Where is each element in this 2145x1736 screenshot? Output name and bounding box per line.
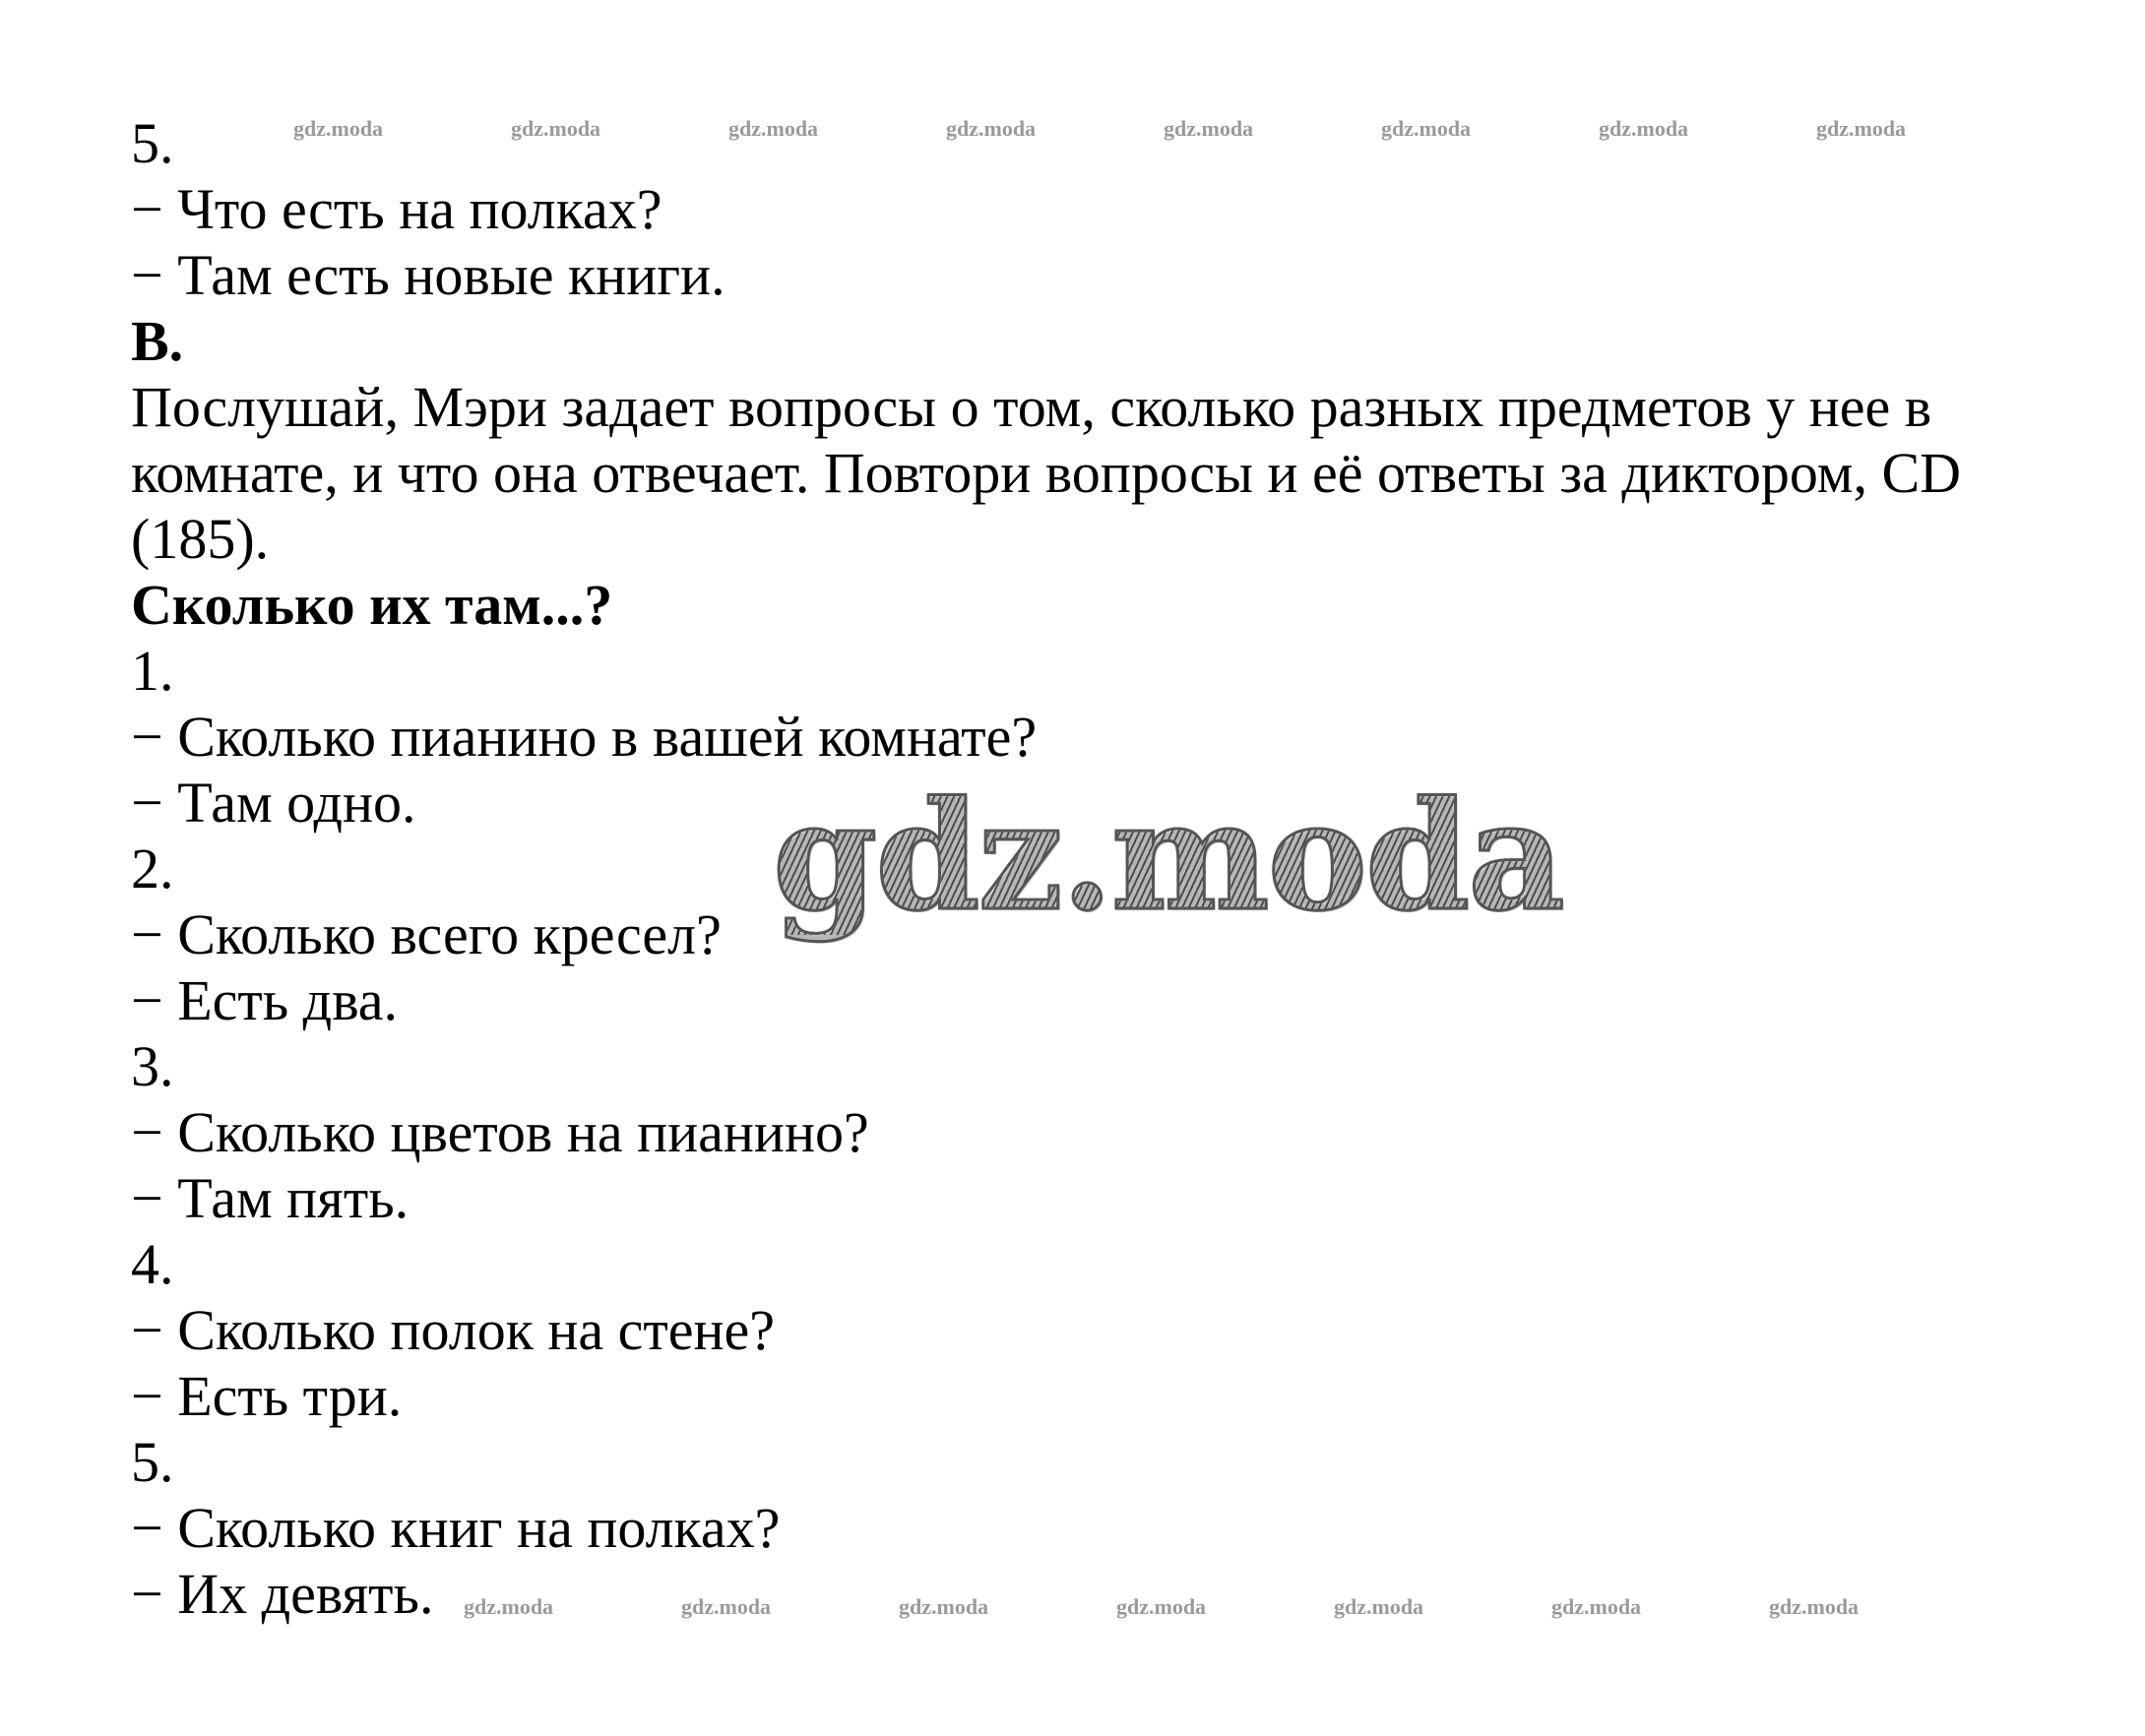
answer-line: − Их девять. bbox=[131, 1562, 434, 1626]
subheading: Сколько их там...? bbox=[131, 573, 613, 637]
watermark-text: gdz.moda bbox=[511, 116, 601, 141]
item-number-5-top: 5. bbox=[131, 111, 174, 175]
watermark-text: gdz.moda bbox=[464, 1594, 554, 1619]
item-number-1: 1. bbox=[131, 639, 174, 703]
watermark-text: gdz.moda bbox=[1551, 1594, 1642, 1619]
item-number-5: 5. bbox=[131, 1430, 174, 1494]
watermark-text: gdz.moda bbox=[728, 116, 819, 141]
answer-line: − Есть два. bbox=[131, 968, 399, 1032]
watermark-text: gdz.moda bbox=[1599, 116, 1689, 141]
question-line: − Сколько книг на полках? bbox=[131, 1496, 781, 1560]
question-line: − Сколько цветов на пианино? bbox=[131, 1100, 869, 1164]
watermark-text: gdz.moda bbox=[681, 1594, 772, 1619]
answer-line: − Есть три. bbox=[131, 1364, 403, 1428]
watermark-text: gdz.moda bbox=[1769, 1594, 1860, 1619]
item-number-3: 3. bbox=[131, 1034, 174, 1098]
watermark-text: gdz.moda bbox=[1116, 1594, 1207, 1619]
item-number-4: 4. bbox=[131, 1232, 174, 1296]
instruction-line-2: комнате, и что она отвечает. Повтори вопросы и её ответы за диктором, CD bbox=[131, 441, 1962, 505]
answer-line: − Там одно. bbox=[131, 771, 416, 835]
instruction-line-1: Послушай, Мэри задает вопросы о том, сколько разных предметов у нее в bbox=[131, 375, 1932, 439]
answer-line: − Там есть новые книги. bbox=[131, 243, 726, 307]
watermark-text: gdz.moda bbox=[1334, 1594, 1424, 1619]
item-number-2: 2. bbox=[131, 837, 174, 900]
instruction-line-3: (185). bbox=[131, 507, 270, 571]
watermark-text: gdz.moda bbox=[899, 1594, 989, 1619]
watermark-logo: gdz.moda bbox=[773, 768, 1563, 944]
watermark-text: gdz.moda bbox=[1816, 116, 1907, 141]
watermark-text: gdz.moda bbox=[1381, 116, 1472, 141]
answer-line: − Там пять. bbox=[131, 1166, 410, 1230]
question-line: − Сколько всего кресел? bbox=[131, 902, 722, 966]
question-line: − Что есть на полках? bbox=[131, 177, 662, 241]
watermark-text: gdz.moda bbox=[293, 116, 384, 141]
section-heading-b: B. bbox=[131, 309, 184, 373]
watermark-text: gdz.moda bbox=[946, 116, 1037, 141]
watermark-text: gdz.moda bbox=[1164, 116, 1254, 141]
question-line: − Сколько полок на стене? bbox=[131, 1298, 776, 1362]
question-line: − Сколько пианино в вашей комнате? bbox=[131, 705, 1038, 769]
